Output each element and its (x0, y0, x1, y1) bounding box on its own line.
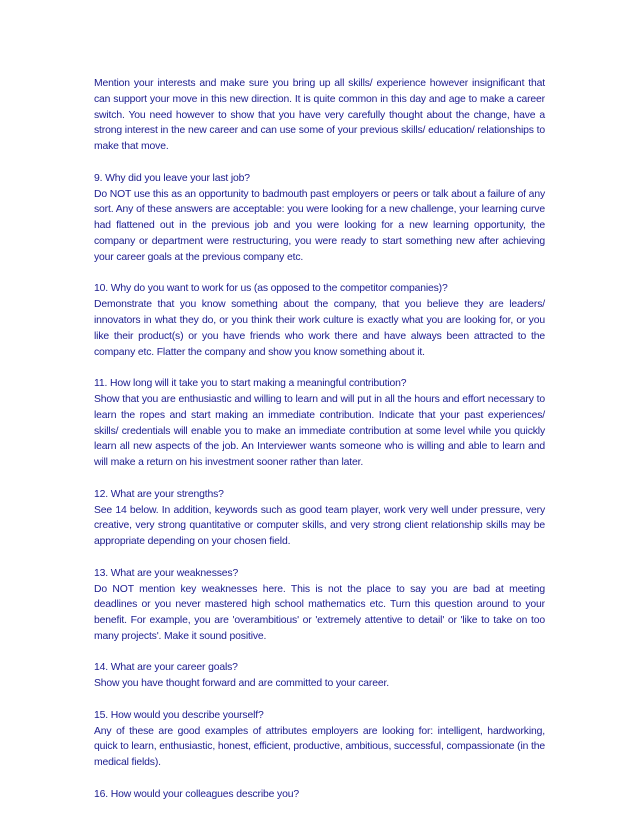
answer-text: Do NOT mention key weaknesses here. This is not the place to say you are bad at meeting deadlines or you never mastered high school mathematics etc. Turn this question around to your benefit. For example, you are 'overambitious' or 'extremely attentive to detail' or 'like to take on too many projects'. Make it sound positive. (94, 583, 545, 642)
answer-text: Show you have thought forward and are committed to your career. (94, 678, 389, 690)
answer-text: Do NOT use this as an opportunity to badmouth past employers or peers or talk about a failure of any sort. Any of these answers are acceptable: you were looking for a new challenge, your learning curve had flattened out in the previous job and you were looking for a new learning opportunity, the company or department were restructuring, you were ready to start something new after achieving your career goals at the previous company etc. (94, 188, 545, 263)
answer-text: Demonstrate that you know something about the company, that you believe they are leaders/ innovators in what they do, or you think their work culture is exactly what you are looking for, or you like their product(s) or you have friends who work there and have always been attracted to the company etc. Flatter the company and show you know something about it. (94, 299, 545, 358)
qa-section (94, 281, 545, 360)
qa-section (94, 171, 545, 266)
question-heading: 9. Why did you leave your last job? (94, 172, 250, 184)
qa-section (94, 708, 545, 771)
answer-text: See 14 below. In addition, keywords such as good team player, work very well under pressure, very creative, very strong quantitative or computer skills, and very strong client relationship skills may be appropriate depending on your chosen field. (94, 504, 545, 548)
question-heading: 13. What are your weaknesses? (94, 567, 239, 579)
qa-section (94, 487, 545, 550)
question-heading: 16. How would your colleagues describe you? (94, 788, 299, 800)
question-heading: 11. How long will it take you to start making a meaningful contribution? (94, 378, 407, 390)
answer-text: Any of these are good examples of attributes employers are looking for: intelligent, hardworking, quick to learn, enthusiastic, honest, efficient, productive, ambitious, successful, compassionate (in the medical fields). (94, 725, 545, 769)
question-heading: 15. How would you describe yourself? (94, 709, 264, 721)
document-page (94, 76, 545, 818)
qa-section (94, 660, 545, 692)
intro-paragraph-block (94, 76, 545, 155)
qa-section (94, 566, 545, 645)
question-heading: 10. Why do you want to work for us (as opposed to the competitor companies)? (94, 283, 448, 295)
intro-paragraph: Mention your interests and make sure you bring up all skills/ experience however insignificant that can support your move in this new direction. It is quite common in this day and age to make a career switch. You need however to show that you have very carefully thought about the change, have a strong interest in the new career and can use some of your previous skills/ education/ relationships to make that move. (94, 78, 545, 153)
question-heading: 14. What are your career goals? (94, 662, 238, 674)
question-heading: 12. What are your strengths? (94, 488, 224, 500)
answer-text: Show that you are enthusiastic and willing to learn and will put in all the hours and effort necessary to learn the ropes and start making an immediate contribution. Indicate that your past experiences/ skills/ credentials will enable you to make an immediate contribution at some level while you quickly learn all new aspects of the job. An Interviewer wants someone who is willing and able to learn and will make a return on his investment sooner rather than later. (94, 393, 545, 469)
qa-section (94, 376, 545, 471)
qa-section (94, 787, 545, 803)
